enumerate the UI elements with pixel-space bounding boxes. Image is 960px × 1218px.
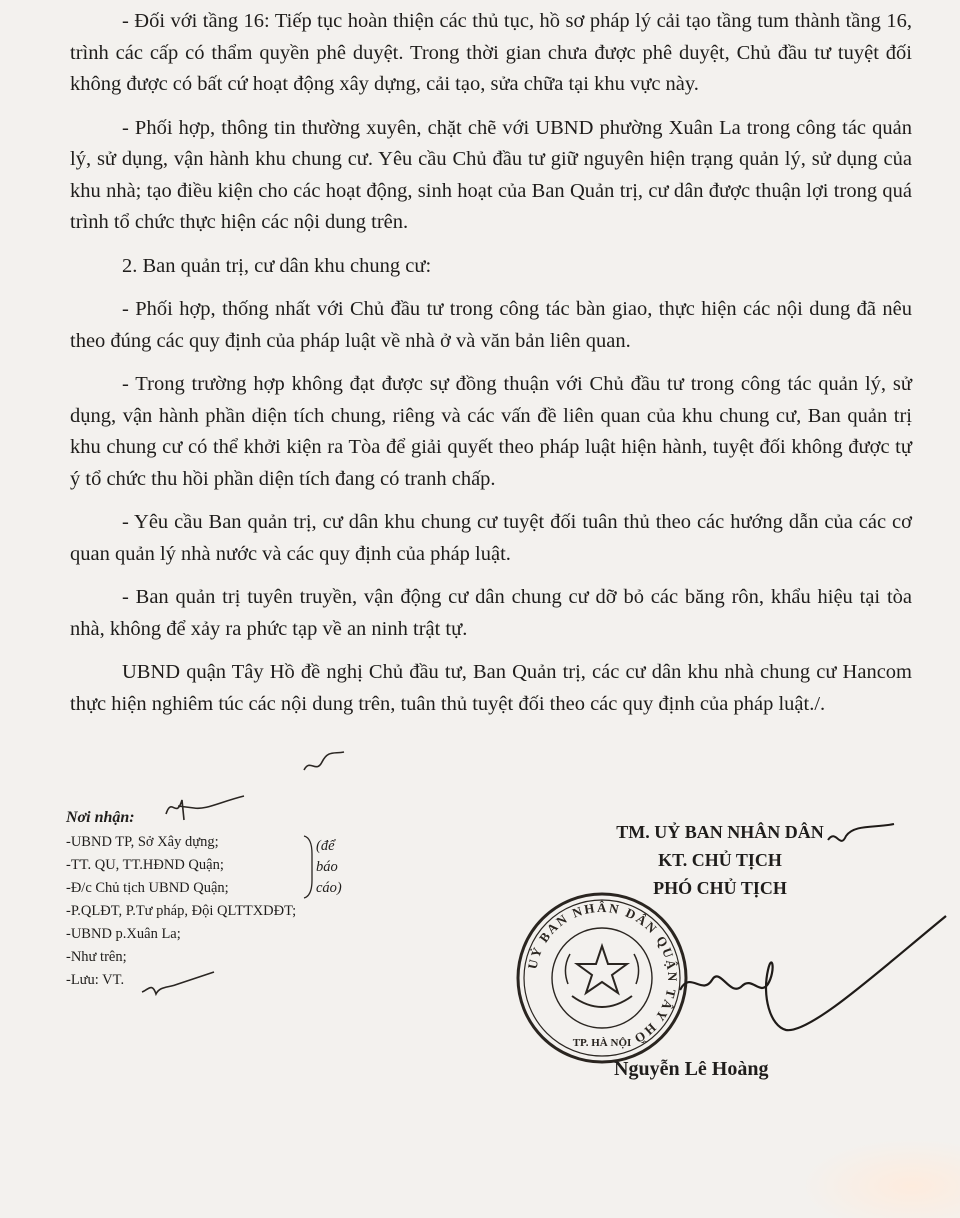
signature-title-line: TM. UỶ BAN NHÂN DÂN (616, 822, 824, 842)
paper-stain (800, 1138, 960, 1218)
bracket-icon (302, 834, 316, 900)
recipients-title: Nơi nhận: (66, 809, 135, 826)
recipient-line: -UBND p.Xuân La; (66, 926, 181, 942)
paragraph-coordination: - Phối hợp, thông tin thường xuyên, chặt chẽ với UBND phường Xuân La trong công tác quản lý, sử dụng, vận hành khu chung cư. Yêu cầu Chủ đầu tư giữ nguyên hiện trạng quản lý, sử dụng của khu nhà; tạo điều kiện cho các hoạt động, sinh hoạt của Ban Quản trị, cư dân được thuận lợi trong quá trình tổ chức thực hiện các nội dung trên. (70, 116, 912, 233)
seal-text: UỶ BAN NHÂN DÂN QUẬN TÂY HỒ (524, 899, 681, 1048)
section-heading-board: 2. Ban quản trị, cư dân khu chung cư: (122, 254, 432, 277)
paragraph-compliance: - Yêu cầu Ban quản trị, cư dân khu chung cư tuyệt đối tuân thủ theo các hướng dẫn của các cơ quan quản lý nhà nước và các quy định của pháp luật. (70, 511, 912, 565)
recipient-line: -Đ/c Chủ tịch UBND Quận; (66, 880, 229, 896)
paragraph-closing: UBND quận Tây Hồ đề nghị Chủ đầu tư, Ban Quản trị, các cư dân khu nhà chung cư Hancom thực hiện nghiêm túc các nội dung trên, tuân thủ tuyệt đối theo các quy định của pháp luật./. (70, 661, 912, 715)
signature-icon (650, 820, 950, 1060)
recipient-initials-icon (160, 790, 250, 826)
paragraph-floor-16: - Đối với tầng 16: Tiếp tục hoàn thiện các thủ tục, hồ sơ pháp lý cải tạo tầng tum thành tầng 16, trình các cấp có thẩm quyền phê duyệt. Trong thời gian chưa được phê duyệt, Chủ đầu tư tuyệt đối không được có bất cứ hoạt động xây dựng, cải tạo, sửa chữa tại khu vực này. (70, 10, 912, 95)
report-note-line: (để (316, 838, 335, 854)
signature-title-line: KT. CHỦ TỊCH (658, 850, 782, 870)
recipient-line: -Lưu: VT. (66, 972, 125, 988)
report-note-line: báo (316, 859, 338, 875)
initials-mark-icon (300, 748, 350, 778)
paragraph-handover: - Phối hợp, thống nhất với Chủ đầu tư trong công tác bàn giao, thực hiện các nội dung đã nêu theo đúng các quy định của pháp luật về nhà ở và văn bản liên quan. (70, 298, 912, 352)
signature-title-line: PHÓ CHỦ TỊCH (653, 878, 787, 898)
archive-mark-icon (138, 968, 218, 1004)
paragraph-banners: - Ban quản trị tuyên truyền, vận động cư dân chung cư dỡ bỏ các băng rôn, khẩu hiệu tại tòa nhà, không để xảy ra phức tạp về an ninh trật tự. (70, 586, 912, 640)
recipient-line: -Như trên; (66, 949, 127, 965)
recipient-line: -P.QLĐT, P.Tư pháp, Đội QLTTXDĐT; (66, 903, 297, 919)
document-body (70, 6, 912, 732)
seal-bottom-text: TP. HÀ NỘI (572, 1037, 632, 1049)
signer-name: Nguyễn Lê Hoàng (614, 1058, 769, 1080)
recipient-line: -TT. QU, TT.HĐND Quận; (66, 857, 224, 873)
report-note (316, 836, 360, 899)
report-note-line: cáo) (316, 880, 342, 896)
recipient-line: -UBND TP, Sở Xây dựng; (66, 834, 219, 850)
recipients-block (66, 806, 426, 992)
paragraph-dispute: - Trong trường hợp không đạt được sự đồng thuận với Chủ đầu tư trong công tác quản lý, sử dụng, vận hành phần diện tích chung, riêng và các vấn đề liên quan của khu chung cư, Ban quản trị khu chung cư có thể khởi kiện ra Tòa để giải quyết theo pháp luật hiện hành, tuyệt đối không được tự ý tổ chức thu hồi phần diện tích đang có tranh chấp. (70, 373, 912, 490)
